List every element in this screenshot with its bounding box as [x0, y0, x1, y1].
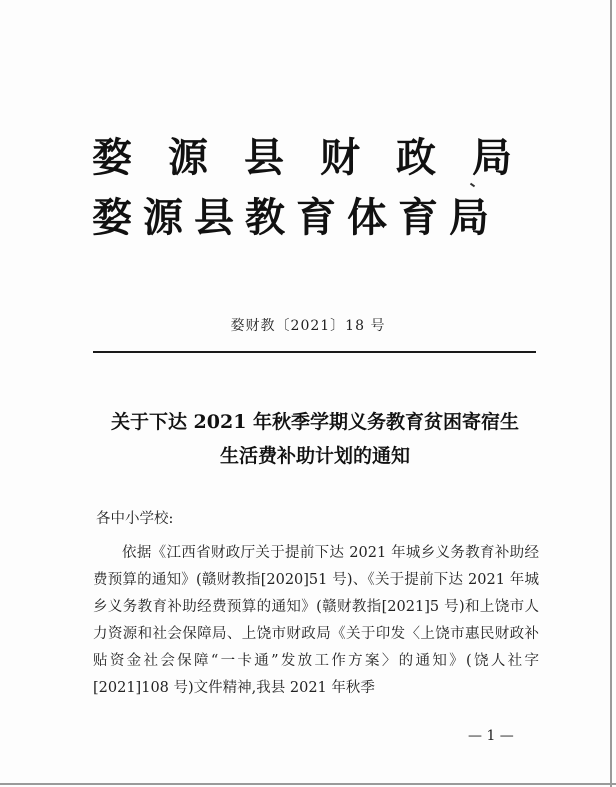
issuer-finance-bureau: 婺源县财政局	[92, 135, 548, 181]
document-number: 婺财教〔2021〕18 号	[230, 318, 386, 334]
issuer-education-bureau: 婺源县教育体育局	[92, 195, 500, 241]
page-edge-right	[610, 0, 612, 787]
body-paragraph: 依据《江西省财政厅关于提前下达 2021 年城乡义务教育补助经费预算的通知》(赣财教指[2020]51 号)、《关于提前下达 2021 年城乡义务教育补助经费预算的通知》(赣财教指[2021]5 号)和上饶市人力资源和社会保障局、上饶市财政局《关于印发〈上饶市惠民财政补贴资金社会保障“一卡通”发放工作方案〉的通知》(饶人社字[2021]108 号)文件精神,我县 2021 年秋季	[93, 545, 539, 696]
salutation: 各中小学校:	[96, 511, 174, 527]
page-number: — 1 —	[468, 728, 514, 744]
page-edge-bottom	[0, 783, 616, 785]
header-divider	[93, 351, 536, 353]
notice-title-line-1: 关于下达 2021 年秋季学期义务教育贫困寄宿生	[110, 411, 520, 433]
scan-mark	[470, 183, 475, 188]
notice-title-line-2: 生活费补助计划的通知	[219, 445, 410, 467]
